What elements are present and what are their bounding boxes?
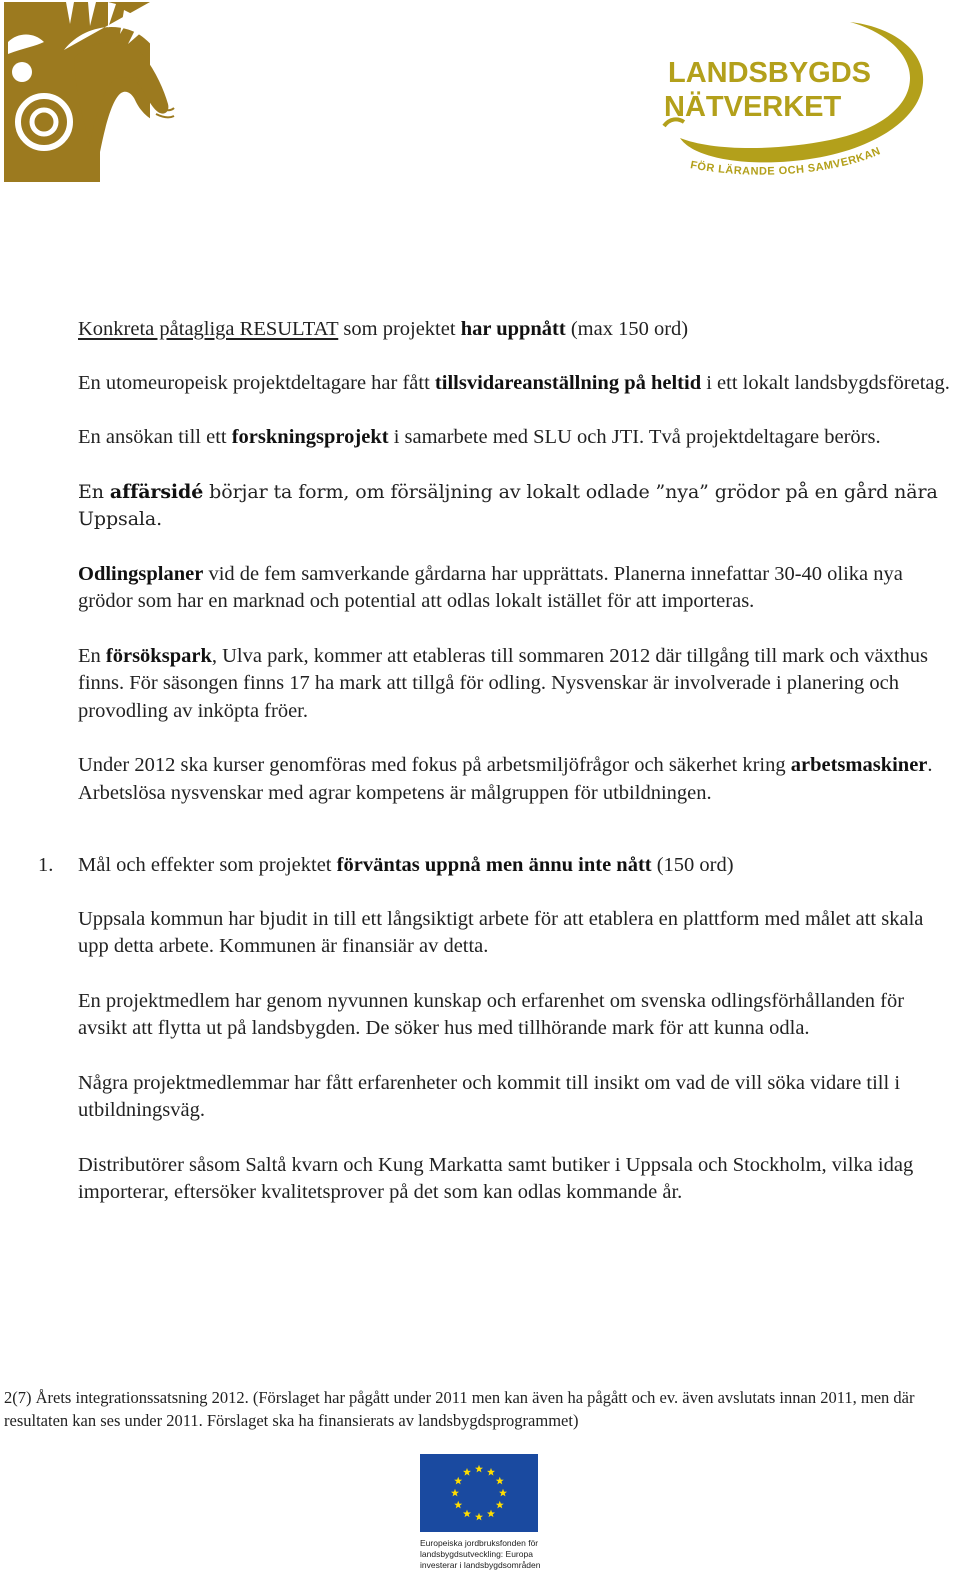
result-3-text-b: börjar ta form, om försäljning av lokalt odlade ”nya” grödor på en gård nära Uppsala. bbox=[78, 480, 938, 530]
result-paragraph-4 bbox=[78, 561, 953, 616]
eu-caption-line1: Europeiska jordbruksfonden för bbox=[420, 1538, 539, 1548]
result-2-text-b: i samarbete med SLU och JTI. Två projektdeltagare berörs. bbox=[388, 426, 881, 448]
result-paragraph-6 bbox=[78, 752, 953, 807]
result-5-text-a: En bbox=[78, 644, 106, 667]
goal-paragraph-3: Några projektmedlemmar har fått erfarenheter och kommit till insikt om vad de vill söka vidare till i utbildningsväg. bbox=[78, 1071, 901, 1121]
result-1-text-a: En utomeuropeisk projektdeltagare har fått bbox=[78, 371, 435, 394]
section2 bbox=[38, 852, 953, 1207]
result-2-text-a: En ansökan till ett bbox=[78, 426, 232, 448]
eu-caption-line3: investerar i landsbygdsområden bbox=[420, 1560, 541, 1570]
result-5-text-b: , Ulva park, kommer att etableras till sommaren 2012 där tillgång till mark och växthus finns. För säsongen finns 17 ha mark att tillgå för odling. Nysvenskar är involverade i planering och provodling av inköpta fröer. bbox=[78, 644, 929, 722]
section1-heading-suffix: (max 150 ord) bbox=[565, 318, 689, 340]
result-paragraph-3 bbox=[78, 479, 953, 534]
logo-line1: LANDSBYGDS bbox=[668, 57, 872, 89]
result-4-bold: Odlingsplaner bbox=[78, 562, 204, 585]
eu-caption-line2: landsbygdsutveckling: Europa bbox=[420, 1549, 533, 1559]
goal-paragraph-1: Uppsala kommun har bjudit in till ett långsiktigt arbete för att etablera en plattform med målet att skala upp detta arbete. Kommunen är finansiär av detta. bbox=[78, 907, 924, 957]
result-paragraph-5 bbox=[78, 643, 953, 726]
result-6-text-b: . Arbetslösa nysvenskar med agrar kompetens är målgruppen för utbildningen. bbox=[78, 754, 933, 804]
result-5-bold: försökspark bbox=[105, 644, 212, 667]
section2-heading-bold: förväntas uppnå men ännu inte nått bbox=[336, 854, 652, 876]
result-3-text-a: En bbox=[78, 480, 110, 503]
goal-paragraph-4: Distributörer såsom Saltå kvarn och Kung Markatta samt butiker i Uppsala och Stockholm, vilka idag importerar, eftersöker kvalitetsprover på det som kan odlas kommande år. bbox=[78, 1153, 914, 1203]
section2-heading bbox=[78, 852, 953, 880]
ram-head-logo-icon bbox=[4, 2, 182, 182]
section2-heading-text: Mål och effekter som projektet bbox=[78, 854, 337, 876]
result-6-text-a: Under 2012 ska kurser genomföras med fokus på arbetsmiljöfrågor och säkerhet kring bbox=[78, 754, 791, 776]
result-4-text: vid de fem samverkande gårdarna har upprättats. Planerna innefattar 30-40 olika nya grödor som har en marknad och potential att odlas lokalt istället för att importeras. bbox=[78, 562, 903, 612]
result-1-bold: tillsvidareanställning på heltid bbox=[434, 371, 702, 394]
result-6-bold: arbetsmaskiner bbox=[790, 754, 928, 776]
document-body bbox=[38, 316, 953, 1234]
result-2-bold: forskningsprojekt bbox=[231, 426, 389, 448]
section1-heading bbox=[78, 316, 953, 344]
result-3-bold: affärsidé bbox=[109, 480, 204, 503]
goal-paragraph-2: En projektmedlem har genom nyvunnen kunskap och erfarenhet om svenska odlingsförhållanden för avsikt att flytta ut på landsbygden. De söker hus med tillhörande mark för att kunna odla. bbox=[78, 989, 905, 1039]
section1-heading-text: som projektet bbox=[338, 318, 461, 340]
footnote: 2(7) Årets integrationssatsning 2012. (Förslaget har pågått under 2011 men kan även ha pågått och ev. även avslutats innan 2011, men där resultaten kan ses under 2011. Förslaget ska ha finansierats av landsbygdsprogrammet) bbox=[4, 1388, 915, 1430]
result-1-text-b: i ett lokalt landsbygdsföretag. bbox=[701, 371, 950, 394]
logo-line2: NÄTVERKET bbox=[664, 91, 842, 123]
landsbygdsnatverket-logo-icon bbox=[660, 18, 932, 184]
eu-flag-logo-icon bbox=[420, 1454, 542, 1586]
logo-tagline: FÖR LÄRANDE OCH SAMVERKAN bbox=[689, 145, 883, 178]
section2-heading-suffix: (150 ord) bbox=[651, 854, 734, 876]
result-paragraph-2 bbox=[78, 424, 953, 452]
section1-heading-bold: har uppnått bbox=[460, 318, 566, 340]
result-paragraph-1 bbox=[78, 370, 953, 398]
section2-number: 1. bbox=[38, 854, 54, 876]
section1-heading-underlined: Konkreta påtagliga RESULTAT bbox=[78, 318, 339, 340]
